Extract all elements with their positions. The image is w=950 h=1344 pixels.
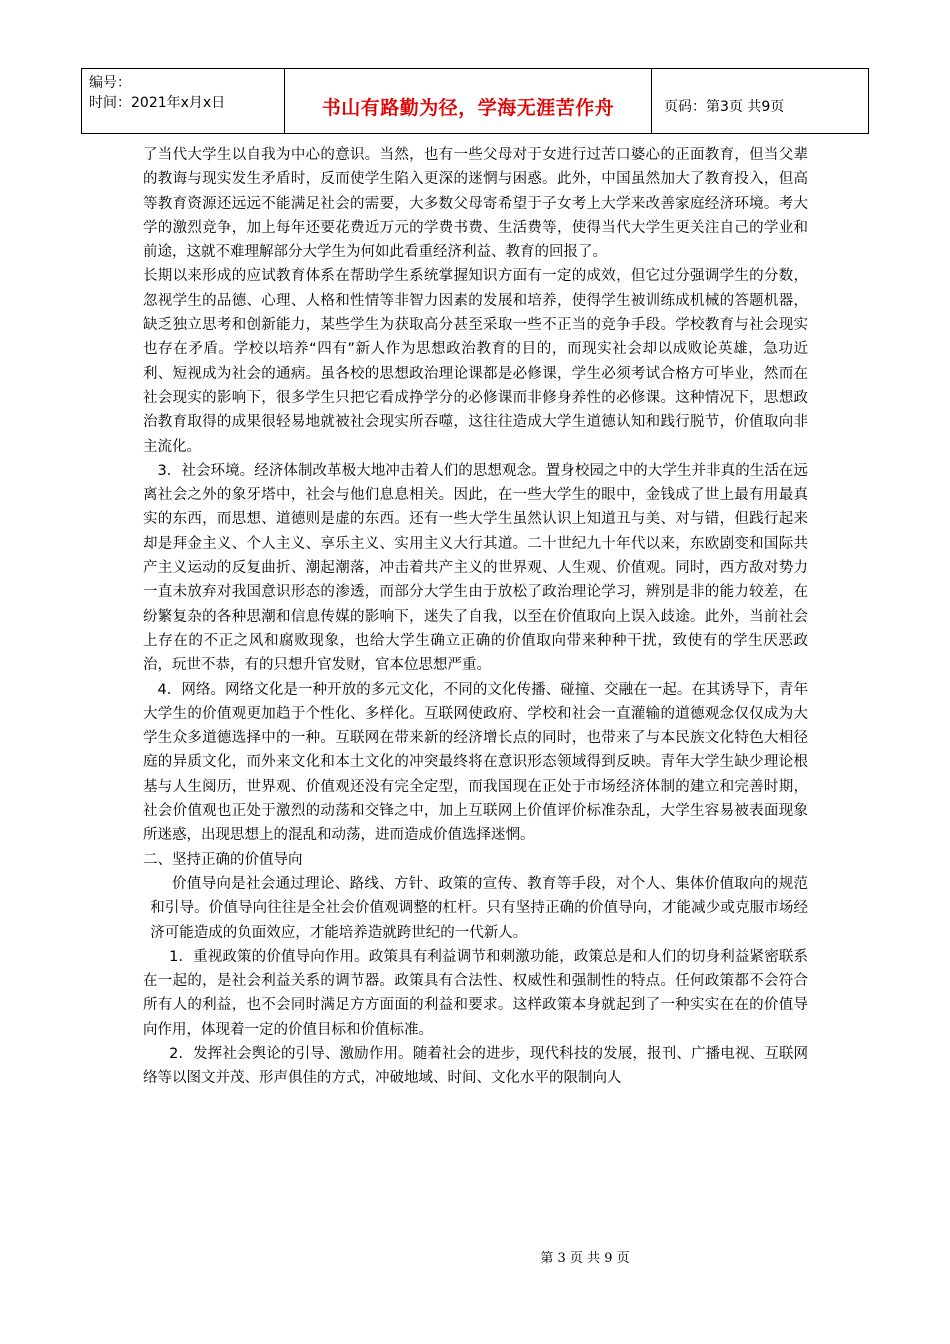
document-number-label: 编号： [89, 75, 131, 91]
header-motto: 书山有路勤为径，学海无涯苦作舟 [285, 69, 652, 133]
paragraph: 价值导向是社会通过理论、路线、方针、政策的宣传、教育等手段，对个人、集体价值取向的规范和引导。价值导向往往是全社会价值观调整的杠杆。只有坚持正确的价值导向，才能减少或克服市场经济可能造成的负面效应，才能培养造就跨世纪的一代新人。 [150, 875, 808, 941]
paragraph: 了当代大学生以自我为中心的意识。当然，也有一些父母对于女进行过苦口婆心的正面教育，但当父辈的教诲与现实发生矛盾时，反而使学生陷入更深的迷惘与困惑。此外，中国虽然加大了教育投入，但高等教育资源还远远不能满足社会的需要，大多数父母寄希望于子女考上大学来改善家庭经济环境。考大学的激烈竞争，加上每年还要花费近万元的学费书费、生活费等，使得当代大学生更关注自己的学业和前途，这就不难理解部分大学生为何如此看重经济利益、教育的回报了。 [143, 147, 808, 261]
document-body [143, 143, 808, 1091]
paragraph: 长期以来形成的应试教育体系在帮助学生系统掌握知识方面有一定的成效，但它过分强调学生的分数，忽视学生的品德、心理、人格和性情等非智力因素的发展和培养，使得学生被训练成机械的答题机器，缺乏独立思考和创新能力，某些学生为获取高分甚至采取一些不正当的竞争手段。学校教育与社会现实也存在矛盾。学校以培养“四有”新人作为思想政治教育的目的，而现实社会却以成败论英雄，急功近利、短视成为社会的通病。虽各校的思想政治理论课都是必修课，学生必须考试合格方可毕业，然而在社会现实的影响下，很多学生只把它看成挣学分的必修课而非修身养性的必修课。这种情况下，思想政治教育取得的成果很轻易地就被社会现实所吞噬，这往往造成大学生道德认知和践行脱节，价值取向非主流化。 [143, 268, 808, 455]
section-heading: 二、坚持正确的价值导向 [143, 851, 303, 868]
paragraph-section-4: 4．网络。网络文化是一种开放的多元文化，不同的文化传播、碰撞、交融在一起。在其诱导下，青年大学生的价值观更加趋于个性化、多样化。互联网使政府、学校和社会一直灌输的道德观念仅仅成为大学生众多道德选择中的一种。互联网在带来新的经济增长点的同时，也带来了与本民族文化特色大相径庭的异质文化，而外来文化和本土文化的冲突最终将在意识形态领域得到反映。青年大学生缺少理论根基与人生阅历，世界观、价值观还没有完全定型，而我国现在正处于市场经济体制的建立和完善时期，社会价值观也正处于激烈的动荡和交锋之中，加上互联网上价值评价标准杂乱，大学生容易被表面现象所迷惑，出现思想上的混乱和动荡，进而造成价值选择迷惘。 [143, 681, 808, 844]
header-page-number: 页码：第3页 共9页 [664, 99, 785, 115]
paragraph-point-2: 2．发挥社会舆论的引导、激励作用。随着社会的进步，现代科技的发展，报刊、广播电视、互联网络等以图文并茂、形声俱佳的方式，冲破地域、时间、文化水平的限制向人 [143, 1045, 808, 1087]
document-time-label: 时间：2021年x月x日 [89, 95, 226, 111]
page-footer: 第 3 页 共 9 页 [540, 1251, 630, 1266]
paragraph-section-3: 3．社会环境。经济体制改革极大地冲击着人们的思想观念。置身校园之中的大学生并非真的生活在远离社会之外的象牙塔中，社会与他们息息相关。因此，在一些大学生的眼中，金钱成了世上最有用最真实的东西，而思想、道德则是虚的东西。还有一些大学生虽然认识上知道丑与美、对与错，但践行起来却是拜金主义、个人主义、享乐主义、实用主义大行其道。二十世纪九十年代以来，东欧剧变和国际共产主义运动的反复曲折、潮起潮落，冲击着共产主义的世界观、人生观、价值观。同时，西方敌对势力一直未放弃对我国意识形态的渗透，而部分大学生由于放松了政治理论学习，辨别是非的能力较差，在纷繁复杂的各种思潮和信息传媒的影响下，迷失了自我，以至在价值取向上误入歧途。此外，当前社会上存在的不正之风和腐败现象，也给大学生确立正确的价值取向带来种种干扰，致使有的学生厌恶政治，玩世不恭，有的只想升官发财，官本位思想严重。 [143, 462, 808, 674]
header-meta [82, 69, 285, 133]
paragraph-point-1: 1．重视政策的价值导向作用。政策具有利益调节和刺激功能，政策总是和人们的切身利益紧密联系在一起的，是社会利益关系的调节器。政策具有合法性、权威性和强制性的特点。任何政策都不会符合所有人的利益，也不会同时满足方方面面的利益和要求。这样政策本身就起到了一种实实在在的价值导向作用，体现着一定的价值目标和价值标准。 [143, 948, 808, 1038]
page-header [81, 68, 869, 134]
